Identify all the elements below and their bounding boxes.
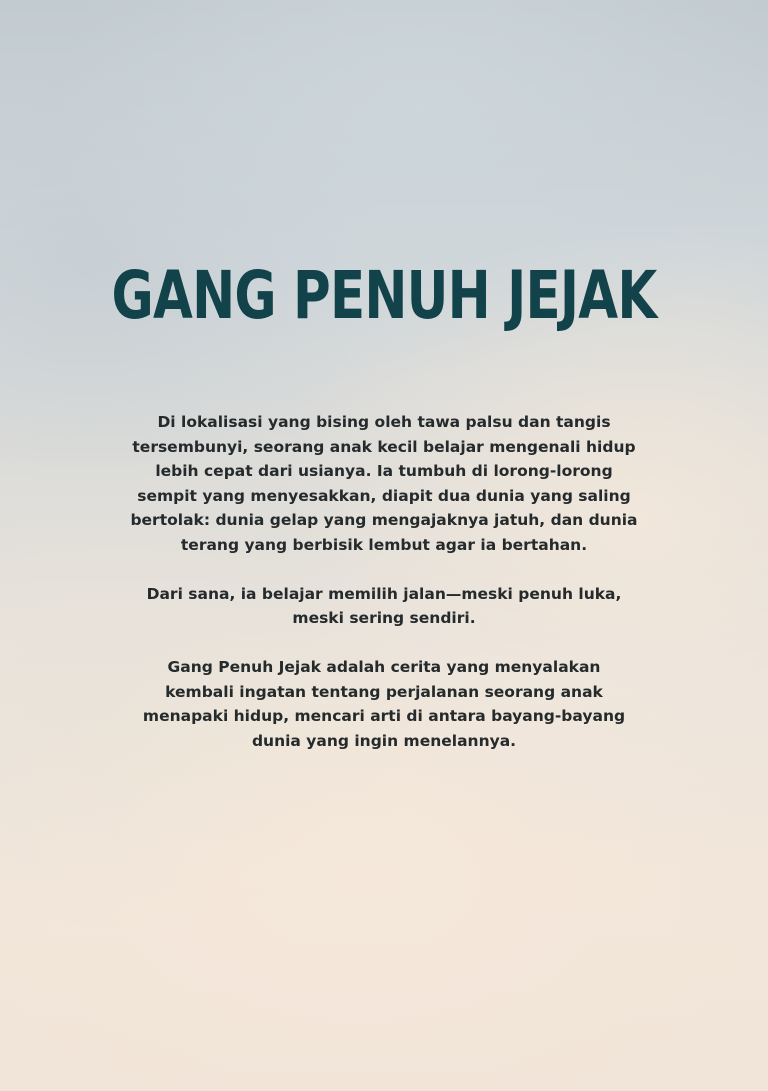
synopsis-line: Gang Penuh Jejak adalah cerita yang menyalakan — [167, 658, 601, 676]
synopsis-line: Di lokalisasi yang bising oleh tawa palsu dan tangis — [157, 413, 611, 431]
synopsis-paragraph-3 — [120, 655, 648, 753]
synopsis-line: terang yang berbisik lembut agar ia bertahan. — [180, 535, 588, 554]
synopsis-line: dunia yang ingin menelannya. — [251, 731, 517, 750]
synopsis-paragraph-1 — [120, 410, 648, 557]
synopsis-line: tersembunyi, seorang anak kecil belajar mengenali hidup — [132, 437, 636, 456]
book-title: GANG PENUH JEJAK — [111, 257, 657, 334]
synopsis-line: lebih cepat dari usianya. Ia tumbuh di lorong-lorong — [155, 462, 613, 480]
synopsis-line: Dari sana, ia belajar memilih jalan—meski penuh luka, — [146, 584, 622, 603]
synopsis-line: sempit yang menyesakkan, diapit dua dunia yang saling — [137, 486, 631, 505]
synopsis-line: menapaki hidup, mencari arti di antara bayang-bayang — [142, 707, 626, 725]
synopsis — [120, 410, 648, 778]
synopsis-line: kembali ingatan tentang perjalanan seorang anak — [165, 682, 603, 701]
synopsis-paragraph-2 — [120, 582, 648, 631]
synopsis-line: bertolak: dunia gelap yang mengajaknya jatuh, dan dunia — [130, 511, 638, 529]
synopsis-line: meski sering sendiri. — [292, 609, 476, 627]
